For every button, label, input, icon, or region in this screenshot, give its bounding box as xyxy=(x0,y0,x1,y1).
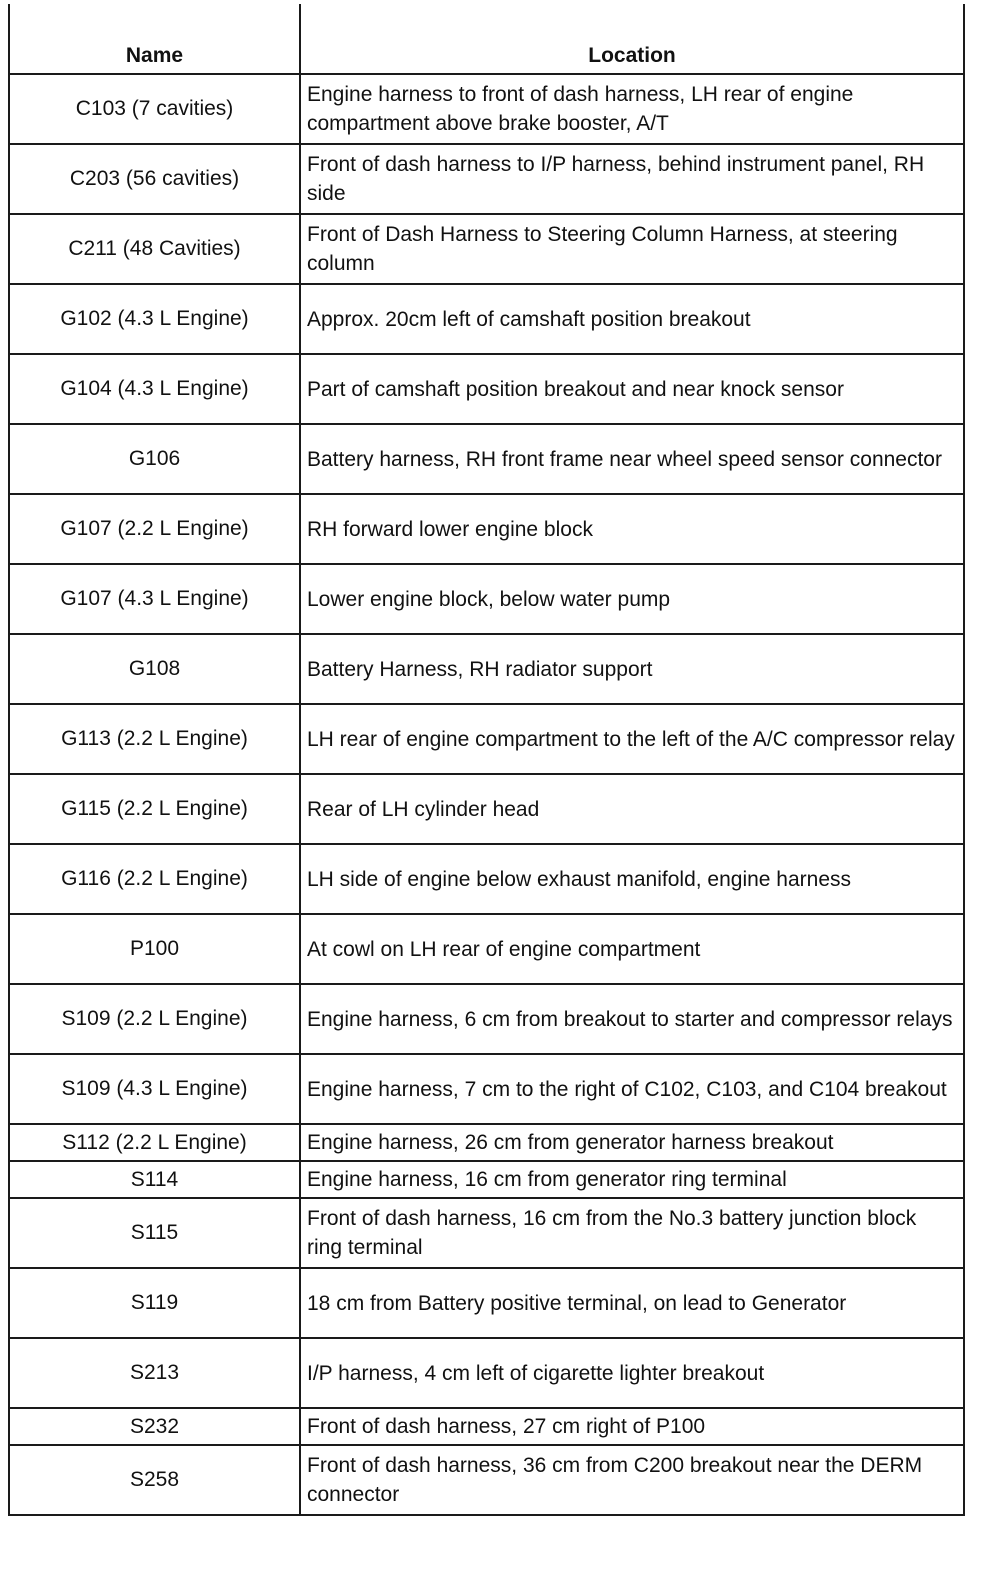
cell-location: LH side of engine below exhaust manifold, engine harness xyxy=(300,844,964,914)
cell-name: G113 (2.2 L Engine) xyxy=(9,704,300,774)
table-row xyxy=(9,144,964,214)
table-body xyxy=(9,74,964,1515)
table-row xyxy=(9,494,964,564)
cell-location: Front of Dash Harness to Steering Column Harness, at steering column xyxy=(300,214,964,284)
cell-name: S232 xyxy=(9,1408,300,1445)
table-row xyxy=(9,1445,964,1515)
cell-name: S119 xyxy=(9,1268,300,1338)
cell-location: I/P harness, 4 cm left of cigarette lighter breakout xyxy=(300,1338,964,1408)
column-header-name: Name xyxy=(9,4,300,74)
table-row xyxy=(9,774,964,844)
cell-name: G104 (4.3 L Engine) xyxy=(9,354,300,424)
cell-name: G108 xyxy=(9,634,300,704)
table-row xyxy=(9,1198,964,1268)
cell-name: G116 (2.2 L Engine) xyxy=(9,844,300,914)
cell-location: Lower engine block, below water pump xyxy=(300,564,964,634)
cell-location: Engine harness, 7 cm to the right of C102, C103, and C104 breakout xyxy=(300,1054,964,1124)
cell-name: C103 (7 cavities) xyxy=(9,74,300,144)
table-row xyxy=(9,1338,964,1408)
table-header-row xyxy=(9,4,964,74)
table-row xyxy=(9,74,964,144)
cell-location: Engine harness, 26 cm from generator harness breakout xyxy=(300,1124,964,1161)
table-row xyxy=(9,424,964,494)
cell-location: Battery Harness, RH radiator support xyxy=(300,634,964,704)
component-location-table xyxy=(8,4,965,1516)
cell-name: G107 (4.3 L Engine) xyxy=(9,564,300,634)
cell-name: C211 (48 Cavities) xyxy=(9,214,300,284)
table-row xyxy=(9,914,964,984)
cell-location: 18 cm from Battery positive terminal, on lead to Generator xyxy=(300,1268,964,1338)
cell-location: Front of dash harness, 36 cm from C200 breakout near the DERM connector xyxy=(300,1445,964,1515)
cell-name: S213 xyxy=(9,1338,300,1408)
table-row xyxy=(9,1054,964,1124)
table-row xyxy=(9,354,964,424)
cell-name: S258 xyxy=(9,1445,300,1515)
cell-location: Front of dash harness, 27 cm right of P100 xyxy=(300,1408,964,1445)
table-row xyxy=(9,1408,964,1445)
table-row xyxy=(9,214,964,284)
table-row xyxy=(9,284,964,354)
cell-name: S109 (4.3 L Engine) xyxy=(9,1054,300,1124)
cell-name: S112 (2.2 L Engine) xyxy=(9,1124,300,1161)
cell-name: G102 (4.3 L Engine) xyxy=(9,284,300,354)
cell-name: G106 xyxy=(9,424,300,494)
cell-location: Approx. 20cm left of camshaft position breakout xyxy=(300,284,964,354)
table-row xyxy=(9,844,964,914)
cell-name: G115 (2.2 L Engine) xyxy=(9,774,300,844)
cell-name: G107 (2.2 L Engine) xyxy=(9,494,300,564)
table-row xyxy=(9,984,964,1054)
cell-name: C203 (56 cavities) xyxy=(9,144,300,214)
table-row xyxy=(9,1268,964,1338)
cell-name: S115 xyxy=(9,1198,300,1268)
cell-location: At cowl on LH rear of engine compartment xyxy=(300,914,964,984)
table-row xyxy=(9,634,964,704)
location-table-sheet xyxy=(8,4,965,1516)
cell-location: Battery harness, RH front frame near wheel speed sensor connector xyxy=(300,424,964,494)
cell-location: Engine harness to front of dash harness, LH rear of engine compartment above brake booster, A/T xyxy=(300,74,964,144)
cell-location: Front of dash harness to I/P harness, behind instrument panel, RH side xyxy=(300,144,964,214)
cell-name: S109 (2.2 L Engine) xyxy=(9,984,300,1054)
table-row xyxy=(9,564,964,634)
cell-location: LH rear of engine compartment to the left of the A/C compressor relay xyxy=(300,704,964,774)
table-row xyxy=(9,1124,964,1161)
cell-location: Front of dash harness, 16 cm from the No.3 battery junction block ring terminal xyxy=(300,1198,964,1268)
cell-location: Rear of LH cylinder head xyxy=(300,774,964,844)
table-row xyxy=(9,1161,964,1198)
cell-name: S114 xyxy=(9,1161,300,1198)
cell-location: RH forward lower engine block xyxy=(300,494,964,564)
cell-name: P100 xyxy=(9,914,300,984)
column-header-location: Location xyxy=(300,4,964,74)
cell-location: Engine harness, 16 cm from generator ring terminal xyxy=(300,1161,964,1198)
table-row xyxy=(9,704,964,774)
cell-location: Engine harness, 6 cm from breakout to starter and compressor relays xyxy=(300,984,964,1054)
cell-location: Part of camshaft position breakout and near knock sensor xyxy=(300,354,964,424)
